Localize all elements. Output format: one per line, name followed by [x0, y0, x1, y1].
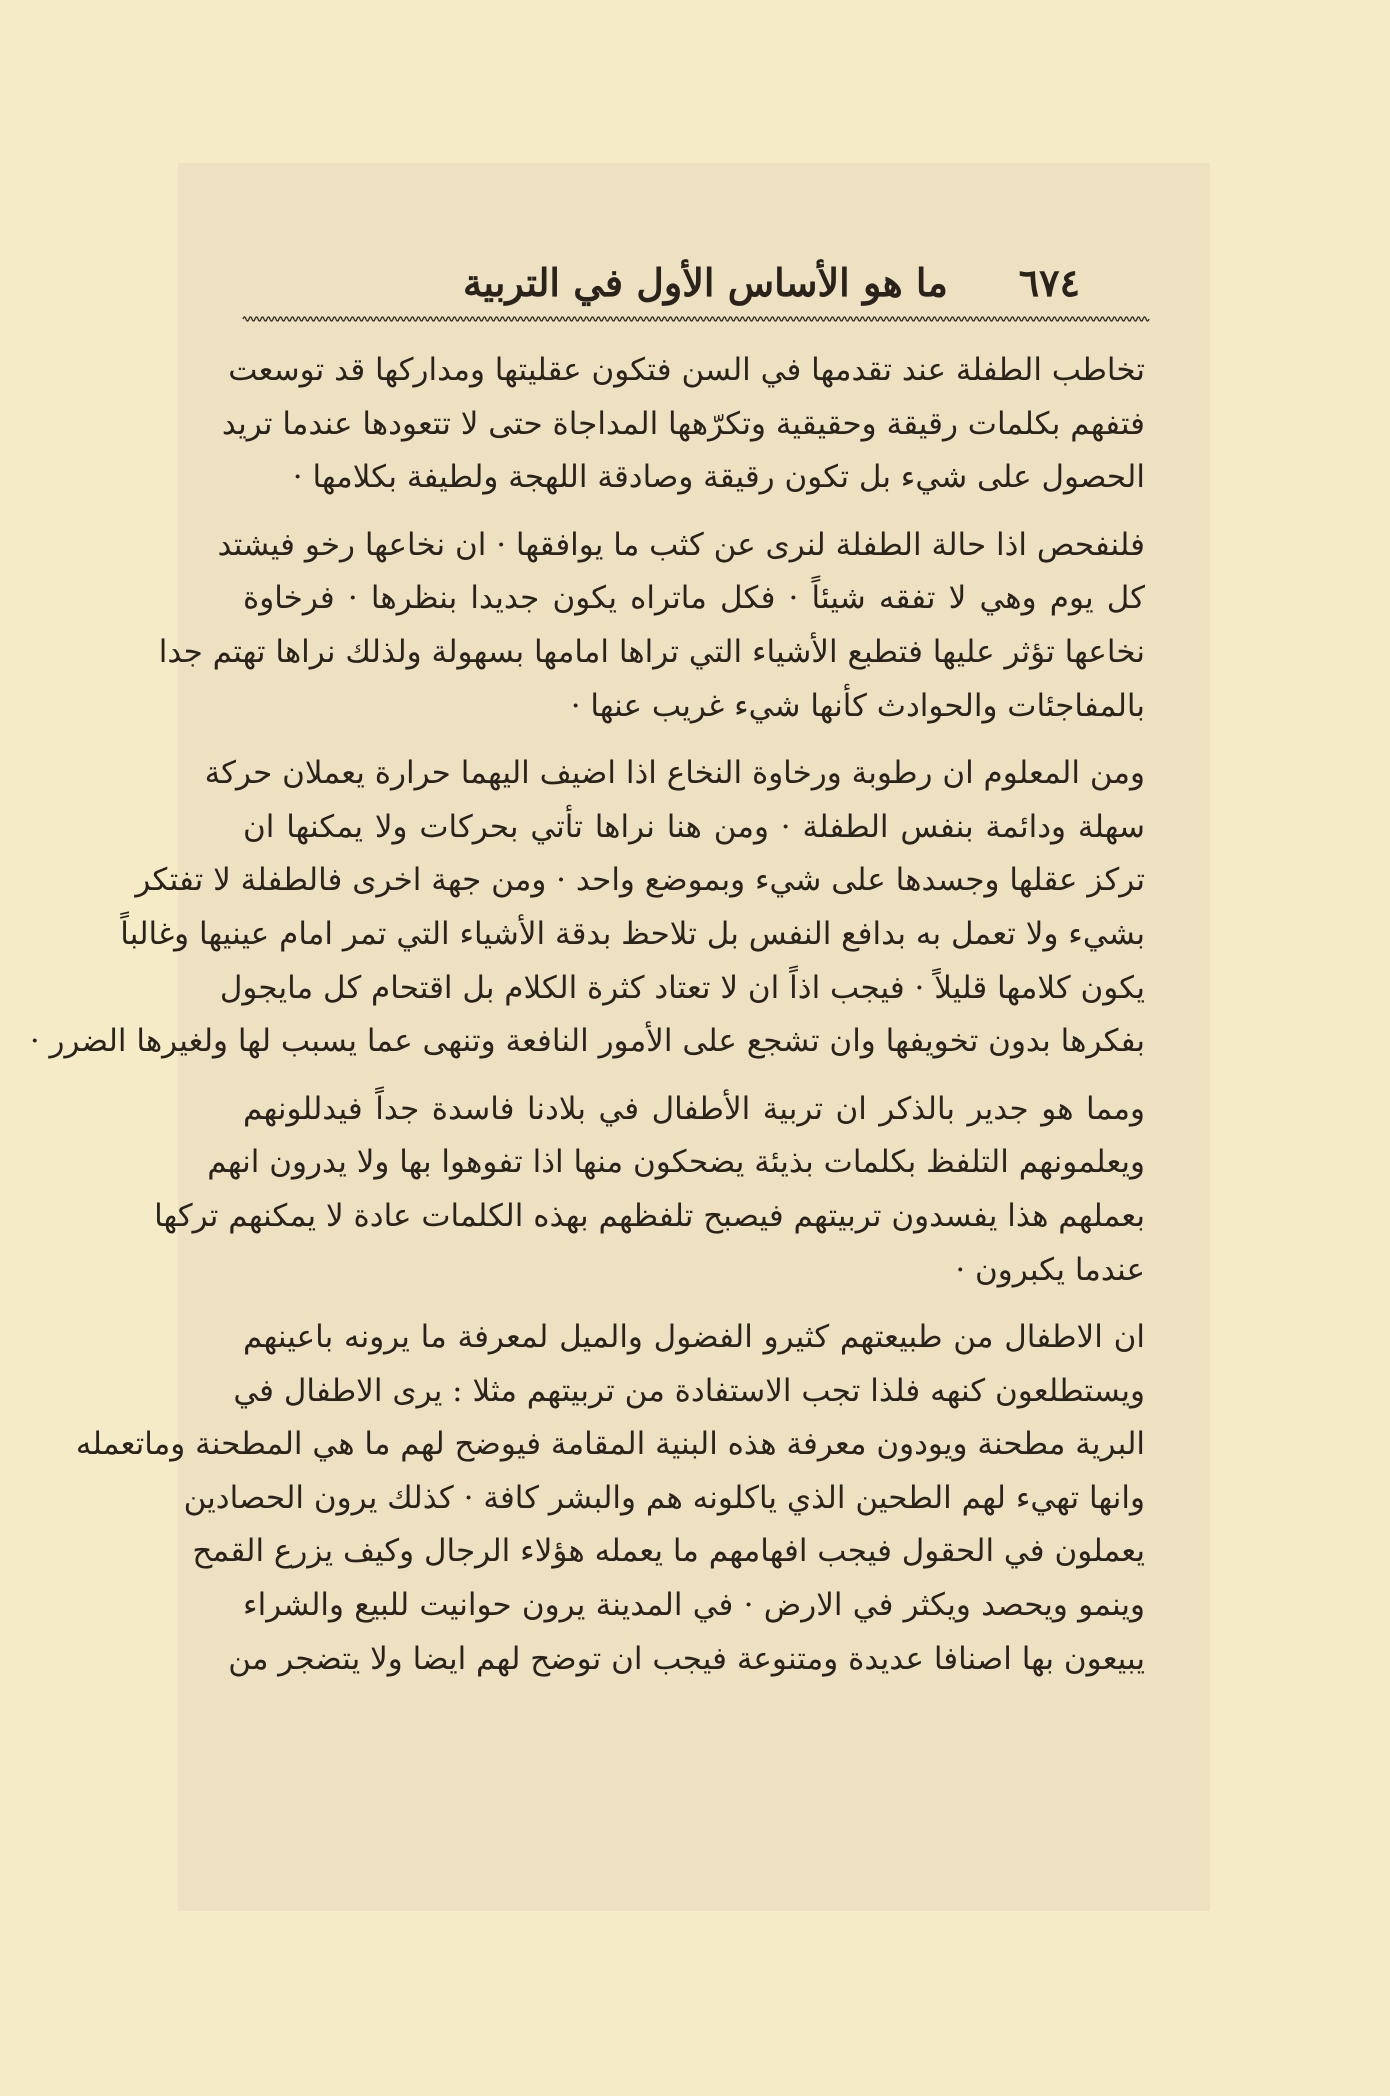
- paragraph-gap: [243, 505, 1145, 519]
- paragraph: [29, 747, 1145, 1069]
- paragraph: [158, 519, 1145, 733]
- text-line: كل يوم وهي لا تفقه شيئاً · فكل ماتراه يكون جديدا بنظرها · فرخاوة: [243, 580, 1145, 617]
- text-line: يعملون في الحقول فيجب افهامهم ما يعمله هؤلاء الرجال وكيف يزرع القمح: [192, 1533, 1145, 1570]
- text-line: ومن المعلوم ان رطوبة ورخاوة النخاع اذا اضيف اليهما حرارة يعملان حركة: [204, 755, 1145, 792]
- text-line: وينمو ويحصد ويكثر في الارض · في المدينة يرون حوانيت للبيع والشراء: [243, 1587, 1145, 1624]
- text-line: سهلة ودائمة بنفس الطفلة · ومن هنا نراها تأتي بحركات ولا يمكنها ان: [243, 808, 1145, 845]
- paragraph-gap: [243, 1297, 1145, 1311]
- text-line: عندما يكبرون ·: [955, 1251, 1145, 1288]
- paragraph: [154, 1083, 1145, 1297]
- text-line: ويستطلعون كنهه فلذا تجب الاستفادة من تربيتهم مثلا : يرى الاطفال في: [233, 1372, 1145, 1409]
- paragraph: [75, 1311, 1145, 1686]
- paragraph-gap: [243, 733, 1145, 747]
- book-page: [29, 163, 1210, 1911]
- page-header: [243, 228, 1145, 305]
- text-line: ومما هو جدير بالذكر ان تربية الأطفال في بلادنا فاسدة جداً فيدللونهم: [243, 1090, 1145, 1127]
- page-number: ٦٧٤: [1018, 260, 1080, 305]
- body-text: [29, 344, 1145, 1686]
- text-line: يكون كلامها قليلاً · فيجب اذاً ان لا تعتاد كثرة الكلام بل اقتحام كل مايجول: [219, 969, 1145, 1006]
- paragraph: [221, 344, 1145, 505]
- text-line: بالمفاجئات والحوادث كأنها شيء غريب عنها ·: [570, 687, 1145, 724]
- paragraph-gap: [243, 1069, 1145, 1083]
- text-line: فلنفحص اذا حالة الطفلة لنرى عن كثب ما يوافقها · ان نخاعها رخو فيشتد: [217, 526, 1145, 563]
- text-line: وانها تهيء لهم الطحين الذي ياكلونه هم والبشر كافة · كذلك يرون الحصادين: [183, 1479, 1145, 1516]
- text-line: تخاطب الطفلة عند تقدمها في السن فتكون عقليتها ومداركها قد توسعت: [228, 352, 1145, 388]
- text-line: بشيء ولا تعمل به بدافع النفس بل تلاحظ بدقة الأشياء التي تمر امام عينيها وغالباً: [120, 915, 1145, 952]
- text-line: بعملهم هذا يفسدون تربيتهم فيصبح تلفظهم بهذه الكلمات عادة لا يمكنهم تركها: [154, 1197, 1145, 1234]
- text-line: تركز عقلها وجسدها على شيء وبموضع واحد · ومن جهة اخرى فالطفلة لا تفتكر: [135, 862, 1145, 899]
- text-line: بفكرها بدون تخويفها وان تشجع على الأمور النافعة وتنهى عما يسبب لها ولغيرها الضرر ·: [29, 1023, 1145, 1060]
- text-line: نخاعها تؤثر عليها فتطبع الأشياء التي تراها امامها بسهولة ولذلك نراها تهتم جدا: [158, 633, 1145, 670]
- text-line: فتفهم بكلمات رقيقة وحقيقية وتكرّهها المداجاة حتى لا تتعودها عندما تريد: [221, 405, 1145, 442]
- text-line: يبيعون بها اصنافا عديدة ومتنوعة فيجب ان توضح لهم ايضا ولا يتضجر من: [228, 1640, 1145, 1677]
- running-title: ما هو الأساس الأول في التربية: [463, 260, 948, 305]
- text-line: البرية مطحنة ويودون معرفة هذه البنية المقامة فيوضح لهم ما هي المطحنة وماتعمله: [75, 1426, 1145, 1463]
- text-line: ان الاطفال من طبيعتهم كثيرو الفضول والميل لمعرفة ما يرونه باعينهم: [243, 1319, 1145, 1356]
- text-line: الحصول على شيء بل تكون رقيقة وصادقة اللهجة ولطيفة بكلامها ·: [292, 459, 1145, 496]
- decorative-wavy-rule: [243, 314, 1145, 324]
- text-line: ويعلمونهم التلفظ بكلمات بذيئة يضحكون منها اذا تفوهوا بها ولا يدرون انهم: [207, 1144, 1145, 1181]
